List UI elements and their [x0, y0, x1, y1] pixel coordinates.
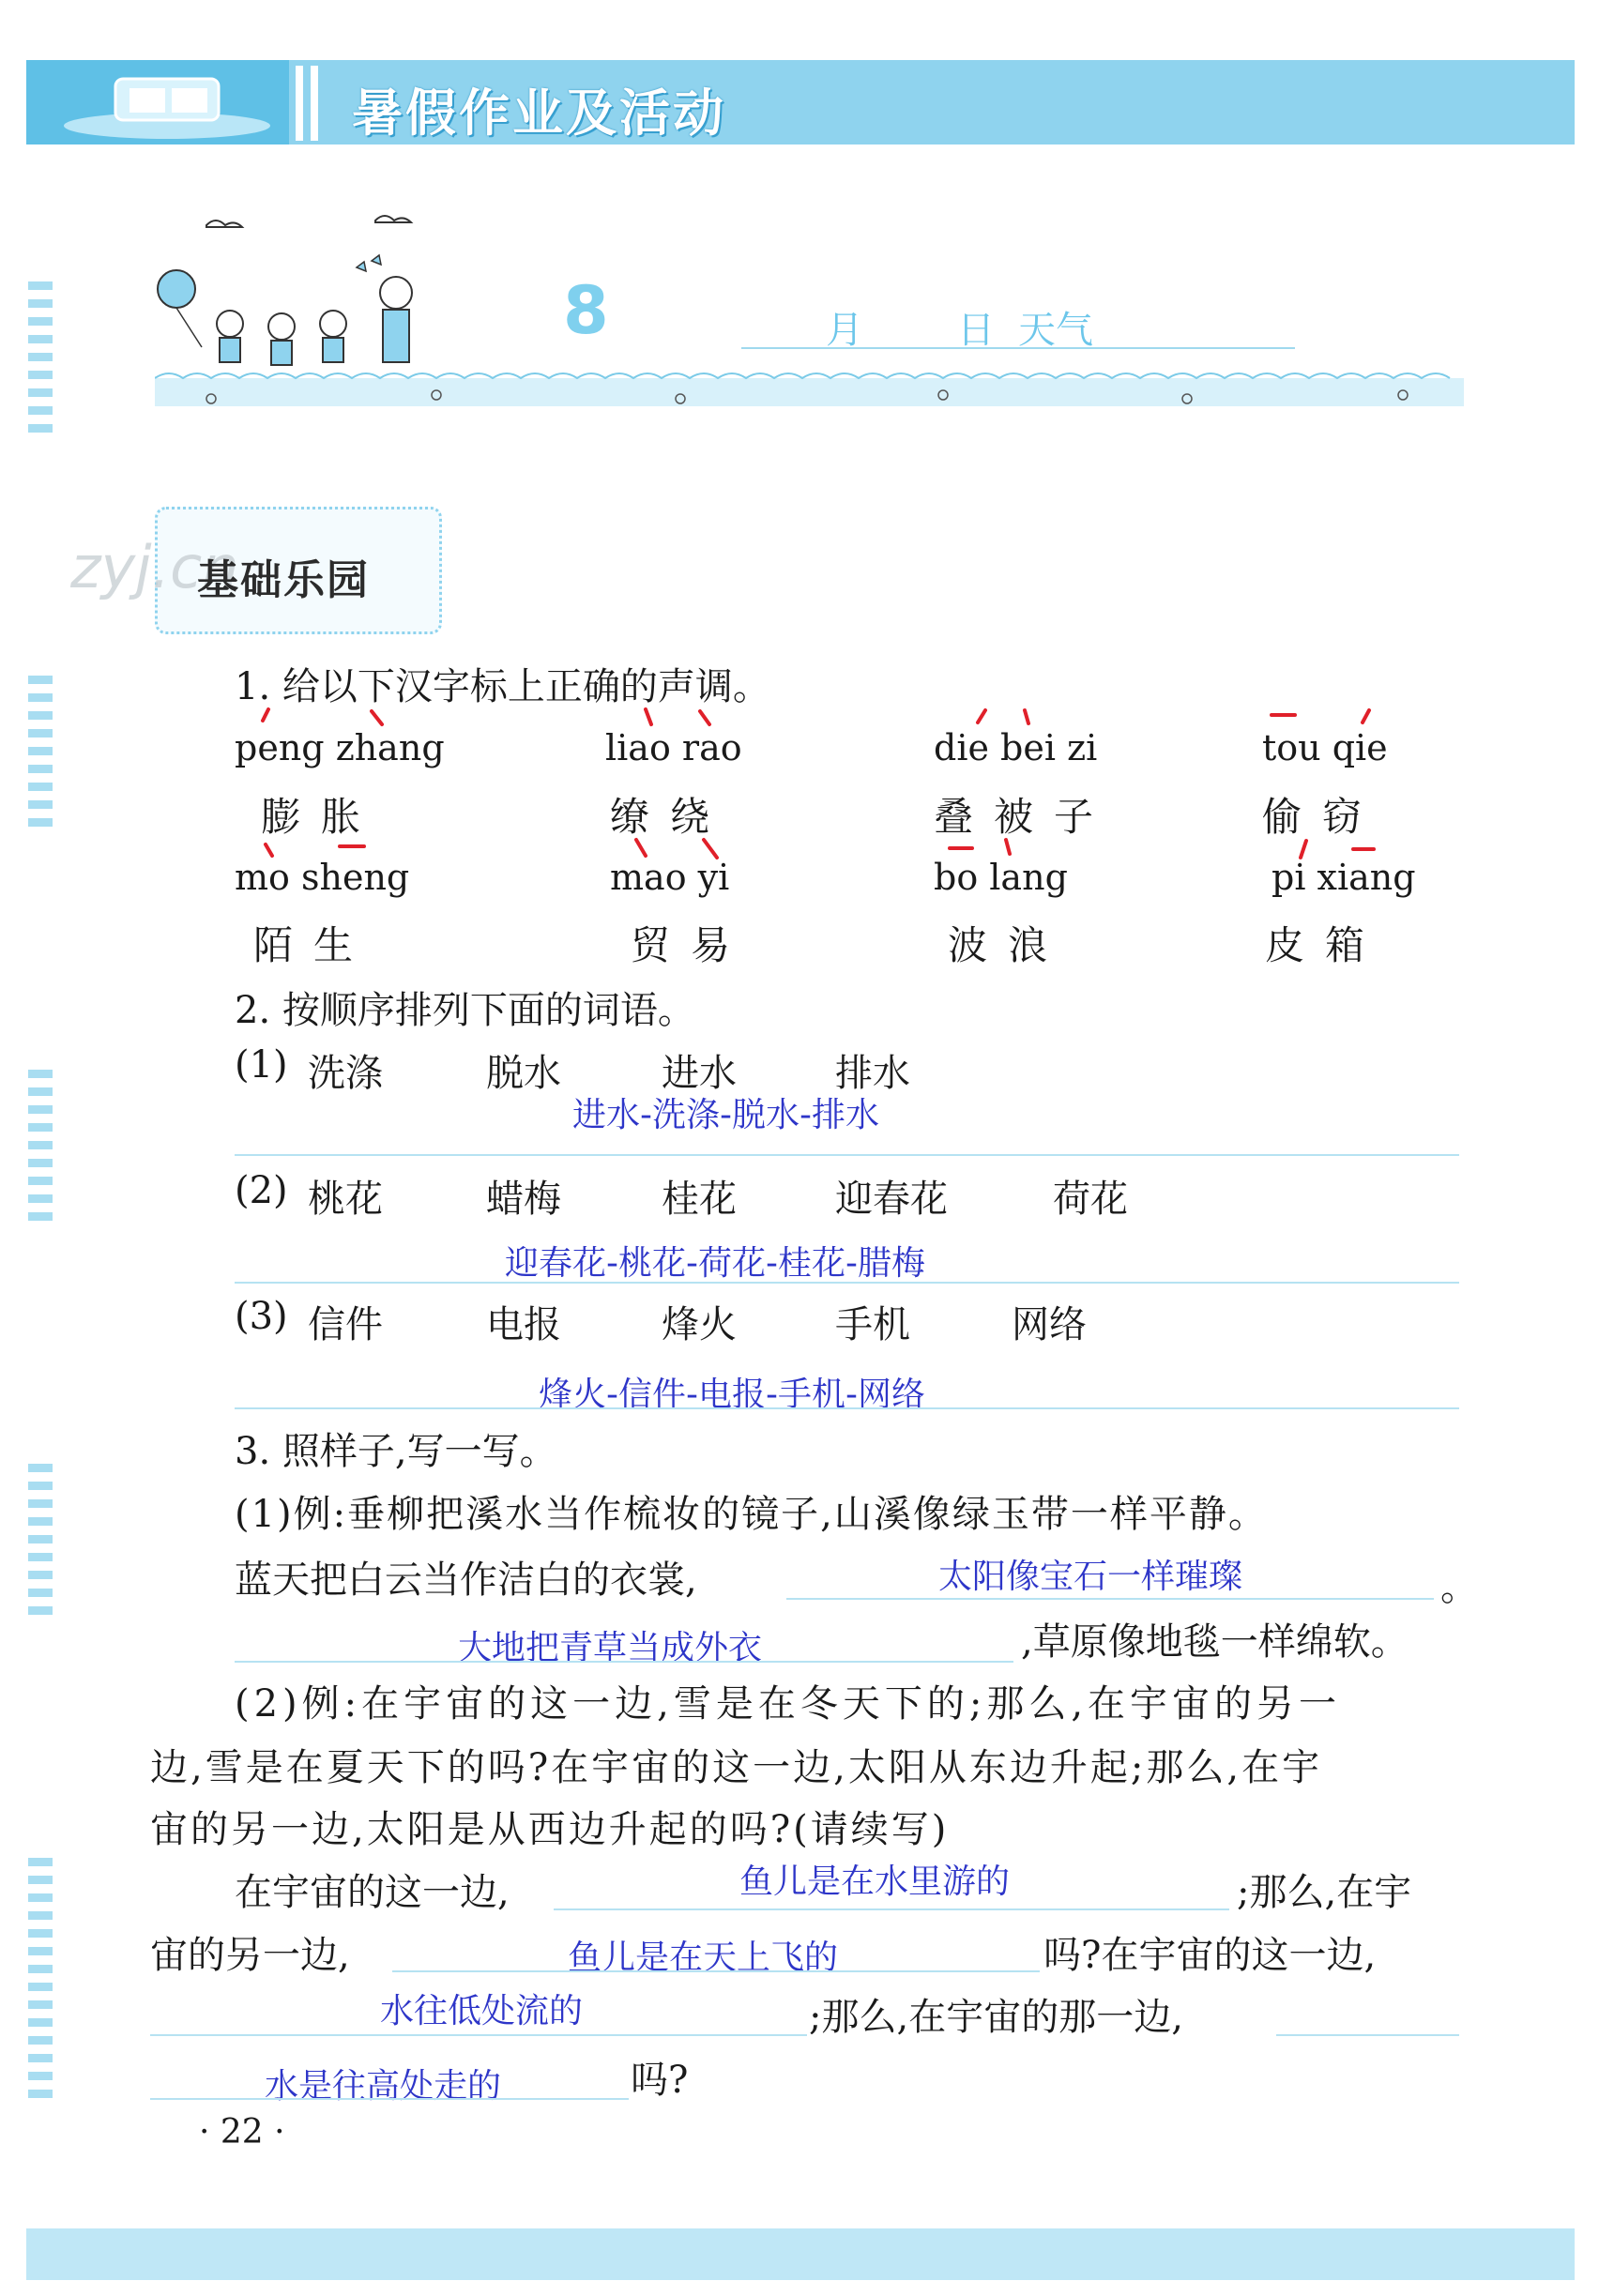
q2-answer[interactable]: 烽火-信件-电报-手机-网络	[539, 1376, 925, 1414]
answer-line	[235, 1661, 1013, 1663]
q3-sentence-suffix: 吗?	[631, 2059, 689, 2102]
q2-word: 进水	[662, 1052, 737, 1095]
q3-sentence-suffix: ;那么,在宇	[1237, 1871, 1412, 1914]
weather-label: 天气	[1018, 309, 1093, 352]
q3-example-2: 边,雪是在夏天下的吗?在宇宙的这一边,太阳从东边升起;那么,在宇	[150, 1746, 1323, 1789]
q2-answer[interactable]: 进水-洗涤-脱水-排水	[572, 1096, 879, 1134]
answer-line	[1276, 2034, 1459, 2036]
q1-pinyin: mao yi	[610, 857, 730, 898]
q1-pinyin: die bei zi	[934, 727, 1098, 768]
q3-answer[interactable]: 太阳像宝石一样璀璨	[938, 1558, 1243, 1596]
q3-sentence-prefix: 在宇宙的这一边,	[235, 1871, 510, 1914]
day-label: 日	[957, 309, 995, 352]
q2-word: 信件	[308, 1303, 383, 1346]
q1-pinyin: mo sheng	[235, 857, 410, 898]
q3-example-1: (1)例:垂柳把溪水当作梳妆的镜子,山溪像绿玉带一样平静。	[235, 1493, 1268, 1536]
q2-item-num: (1)	[235, 1043, 288, 1087]
answer-line	[235, 1154, 1459, 1156]
q2-word: 桂花	[662, 1178, 737, 1221]
q2-word: 蜡梅	[486, 1178, 561, 1221]
q2-word: 荷花	[1053, 1178, 1128, 1221]
q1-pinyin: tou qie	[1262, 727, 1388, 768]
page-number: · 22 ·	[199, 2113, 285, 2152]
q3-answer[interactable]: 大地把青草当成外衣	[458, 1629, 763, 1667]
q2-answer[interactable]: 迎春花-桃花-荷花-桂花-腊梅	[505, 1244, 925, 1283]
month-label: 月	[826, 309, 863, 352]
answer-line	[235, 1407, 1459, 1409]
q1-hanzi: 偷窃	[1262, 794, 1383, 840]
q3-example-2: (2)例:在宇宙的这一边,雪是在冬天下的;那么,在宇宙的另一	[235, 1682, 1342, 1726]
answer-line	[786, 1598, 1434, 1600]
q2-item-num: (2)	[235, 1169, 288, 1212]
q1-prompt: 1. 给以下汉字标上正确的声调。	[235, 665, 770, 708]
answer-line	[554, 1908, 1229, 1910]
q1-hanzi: 陌生	[253, 922, 374, 968]
q2-word: 脱水	[486, 1052, 561, 1095]
q3-answer[interactable]: 鱼儿是在天上飞的	[568, 1939, 839, 1977]
q1-pinyin: bo lang	[934, 857, 1068, 898]
q1-pinyin: pi xiang	[1272, 857, 1416, 898]
answer-line	[150, 2034, 807, 2036]
q2-word: 桃花	[308, 1178, 383, 1221]
q3-example-2: 宙的另一边,太阳是从西边升起的吗?(请续写)	[150, 1808, 950, 1851]
answer-line	[392, 1970, 1040, 1972]
q2-word: 迎春花	[835, 1178, 948, 1221]
q3-answer[interactable]: 鱼儿是在水里游的	[739, 1863, 1011, 1901]
side-dashes-5	[28, 1858, 53, 2107]
q1-pinyin: peng zhang	[235, 727, 445, 768]
q3-answer[interactable]: 水是往高处走的	[265, 2067, 502, 2106]
q3-prompt: 3. 照样子,写一写。	[235, 1430, 557, 1473]
q3-end-period: 。	[1440, 1566, 1478, 1609]
page-title: 暑假作业及活动	[352, 84, 726, 143]
q3-sentence-prefix: 宙的另一边,	[150, 1934, 350, 1977]
answer-line	[235, 1282, 1459, 1284]
q1-hanzi: 贸易	[631, 922, 752, 968]
q3-answer[interactable]: 水往低处流的	[380, 1992, 584, 2030]
q1-hanzi: 皮箱	[1265, 922, 1386, 968]
side-dashes-3	[28, 1070, 53, 1230]
q1-pinyin: liao rao	[605, 727, 742, 768]
answer-line	[150, 2098, 629, 2100]
watermark: zyj.cn	[70, 533, 239, 601]
day-number: 8	[563, 272, 609, 349]
section-badge: 基础乐园	[197, 556, 370, 604]
q2-word: 烽火	[662, 1303, 737, 1346]
q1-hanzi: 叠被子	[934, 794, 1115, 840]
q1-hanzi: 膨胀	[261, 794, 382, 840]
q2-word: 洗涤	[308, 1052, 383, 1095]
q3-sentence-suffix: 吗?在宇宙的这一边,	[1043, 1934, 1377, 1977]
q3-sentence-suffix: ,草原像地毯一样绵软。	[1021, 1620, 1409, 1664]
q2-word: 排水	[835, 1052, 910, 1095]
footer-band	[26, 2228, 1575, 2280]
q2-word: 手机	[835, 1303, 910, 1346]
q2-word: 电报	[486, 1303, 561, 1346]
q3-sentence-suffix: ;那么,在宇宙的那一边,	[809, 1996, 1183, 2039]
q2-word: 网络	[1012, 1303, 1087, 1346]
tone-marks	[0, 0, 1599, 938]
q2-prompt: 2. 按顺序排列下面的词语。	[235, 989, 695, 1032]
q3-sentence-prefix: 蓝天把白云当作洁白的衣裳,	[235, 1559, 697, 1602]
q1-hanzi: 缭绕	[610, 794, 731, 840]
q1-hanzi: 波浪	[948, 922, 1069, 968]
side-dashes-4	[28, 1464, 53, 1624]
q2-item-num: (3)	[235, 1295, 288, 1338]
